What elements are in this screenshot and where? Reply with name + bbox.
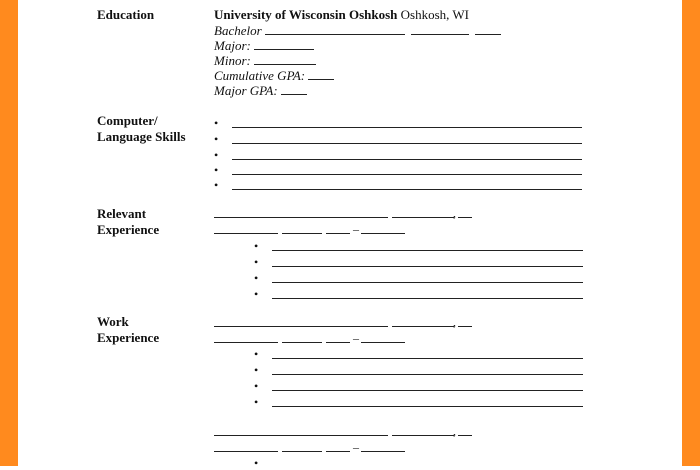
comma: ,: [453, 315, 456, 329]
city-blank: [392, 325, 454, 327]
university-line: [214, 7, 469, 23]
relevant-bullet-2: [254, 257, 583, 267]
major-label: Major:: [214, 38, 251, 53]
title-blank: [214, 341, 278, 343]
skills-bullet-2: [214, 134, 582, 144]
relevant-blank: [272, 297, 583, 299]
work-position-line-1: [214, 317, 476, 327]
comma: ,: [453, 206, 456, 220]
orange-border-right: [682, 0, 700, 466]
city-blank: [392, 434, 454, 436]
skills-blank: [232, 173, 582, 175]
minor-blank: [254, 54, 316, 65]
major-line: [214, 38, 314, 53]
bullet-icon: •: [254, 271, 259, 285]
bullet-icon: •: [254, 287, 259, 301]
bullet-icon: •: [254, 395, 259, 409]
skills-heading: [97, 113, 186, 145]
university-location: Oshkosh, WI: [400, 7, 469, 22]
work-bullet-2: [254, 365, 583, 375]
work-bullet-5: [254, 458, 272, 468]
bullet-icon: •: [254, 239, 259, 253]
university-name: University of Wisconsin Oshkosh: [214, 7, 398, 22]
bullet-icon: •: [214, 148, 219, 162]
mgpa-blank: [281, 84, 307, 95]
skills-blank: [232, 126, 582, 128]
skills-bullet-3: [214, 150, 582, 160]
employer-blank: [214, 434, 388, 436]
work-blank: [272, 357, 583, 359]
relevant-blank: [272, 281, 583, 283]
end-date-blank: [361, 450, 405, 452]
degree-blank-2: [411, 24, 469, 35]
end-date-blank: [361, 341, 405, 343]
minor-label: Minor:: [214, 53, 251, 68]
skills-bullet-4: [214, 165, 582, 175]
relevant-heading: [97, 206, 159, 238]
bullet-icon: •: [254, 363, 259, 377]
mgpa-label: Major GPA:: [214, 83, 278, 98]
employer-blank: [214, 216, 388, 218]
work-bullet-3: [254, 381, 583, 391]
bullet-icon: •: [254, 347, 259, 361]
employer-blank: [214, 325, 388, 327]
end-date-blank: [361, 232, 405, 234]
mgpa-line: [214, 83, 307, 98]
bullet-icon: •: [254, 379, 259, 393]
dash: –: [353, 440, 359, 454]
year-blank: [326, 232, 350, 234]
major-blank: [254, 39, 314, 50]
skills-blank: [232, 142, 582, 144]
work-bullet-4: [254, 397, 583, 407]
comma: ,: [453, 424, 456, 438]
relevant-bullet-4: [254, 289, 583, 299]
degree-label: Bachelor: [214, 23, 262, 38]
year-blank: [326, 341, 350, 343]
skills-bullet-1: [214, 118, 582, 128]
cgpa-blank: [308, 69, 334, 80]
relevant-bullet-1: [254, 241, 583, 251]
bullet-icon: •: [214, 116, 219, 130]
resume-page: [18, 0, 682, 470]
skills-bullet-5: [214, 180, 582, 190]
degree-blank: [265, 24, 405, 35]
orange-border-left: [0, 0, 18, 466]
relevant-heading-line1: Relevant: [97, 206, 147, 221]
skills-heading-line1: Computer/: [97, 113, 158, 128]
state-blank: [458, 216, 472, 218]
relevant-heading-line2: Experience: [97, 222, 160, 237]
bullet-icon: •: [214, 132, 219, 146]
cgpa-line: [214, 68, 334, 83]
work-heading-line1: Work: [97, 314, 129, 329]
month-blank: [282, 232, 322, 234]
work-dates-line-1: [214, 333, 409, 343]
month-blank: [282, 450, 322, 452]
bullet-icon: •: [254, 255, 259, 269]
work-position-line-2: [214, 426, 476, 436]
minor-line: [214, 53, 316, 68]
cgpa-label: Cumulative GPA:: [214, 68, 306, 83]
dash: –: [353, 331, 359, 345]
degree-blank-3: [475, 24, 501, 35]
title-blank: [214, 450, 278, 452]
relevant-position-line: [214, 208, 476, 218]
work-heading-line2: Experience: [97, 330, 160, 345]
skills-blank: [232, 188, 582, 190]
skills-blank: [232, 158, 582, 160]
month-blank: [282, 341, 322, 343]
work-blank: [272, 389, 583, 391]
work-blank: [272, 373, 583, 375]
relevant-dates-line: [214, 224, 409, 234]
state-blank: [458, 325, 472, 327]
city-blank: [392, 216, 454, 218]
work-dates-line-2: [214, 442, 409, 452]
relevant-blank: [272, 249, 583, 251]
bullet-icon: •: [254, 456, 259, 470]
education-heading: Education: [97, 7, 155, 22]
skills-heading-line2: Language Skills: [97, 129, 186, 144]
relevant-bullet-3: [254, 273, 583, 283]
work-heading: [97, 314, 159, 346]
relevant-blank: [272, 265, 583, 267]
state-blank: [458, 434, 472, 436]
work-blank: [272, 405, 583, 407]
bullet-icon: •: [214, 178, 219, 192]
title-blank: [214, 232, 278, 234]
bullet-icon: •: [214, 163, 219, 177]
year-blank: [326, 450, 350, 452]
degree-line: [214, 23, 501, 38]
dash: –: [353, 222, 359, 236]
work-bullet-1: [254, 349, 583, 359]
